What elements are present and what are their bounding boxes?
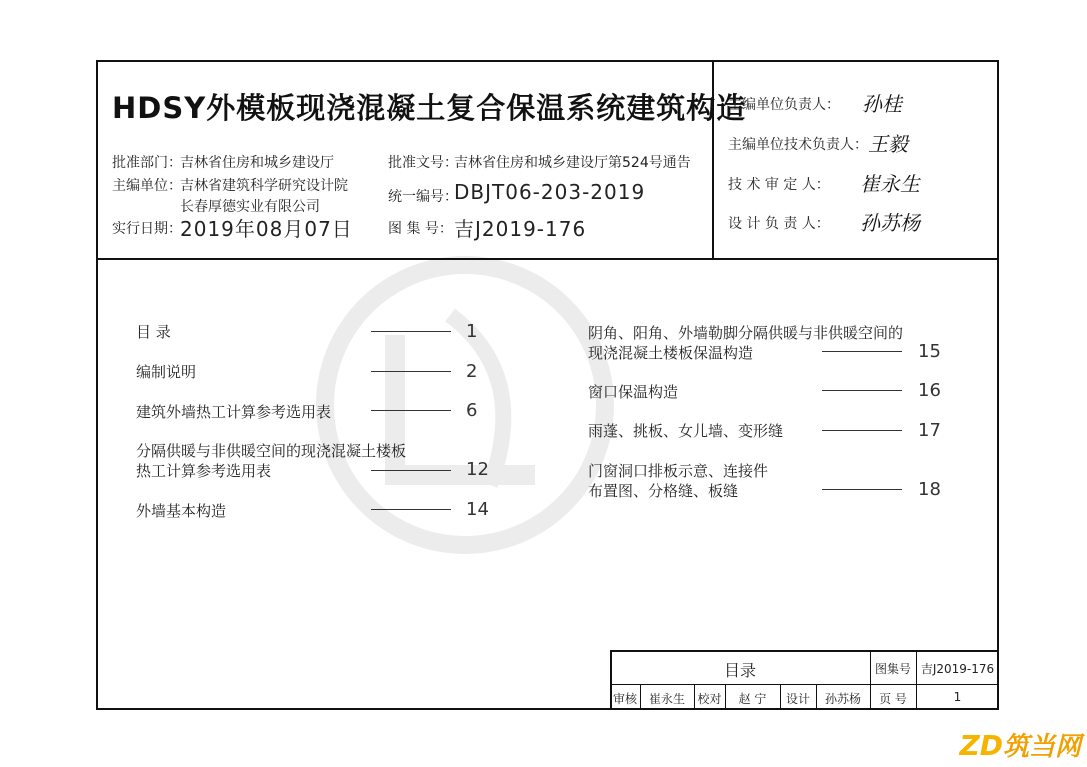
toc-leader-line [822,430,902,431]
tb-check-name: 赵 宁 [738,692,767,706]
tb-atlas-value: 吉J2019-176 [920,662,995,676]
design-lead-signature: 孙苏杨 [860,211,920,235]
technical-chief-label: 主编单位技术负责人： [728,137,868,153]
effective-date-label: 实行日期： [112,221,182,237]
toc-entry-page: 15 [918,341,941,362]
toc-leader-line [371,410,451,411]
approval-dept-label: 批准部门： [112,155,182,171]
technical-chief-signature: 王毅 [868,132,908,156]
toc-entry-title-cont[interactable]: 热工计算参考选用表 [136,462,272,480]
toc-entry-title[interactable]: 编制说明 [136,363,197,381]
atlas-number-value: 吉J2019-176 [454,217,587,241]
toc-entry-title-cont[interactable]: 布置图、分格缝、板缝 [588,482,739,500]
toc-entry-title[interactable]: 目 录 [136,323,171,341]
toc-entry-page: 14 [466,499,489,520]
toc-leader-line [822,351,902,352]
toc-entry-title[interactable]: 雨蓬、挑板、女儿墙、变形缝 [588,422,784,440]
atlas-number-label: 图 集 号： [388,221,453,237]
editor-unit-label: 主编单位： [112,178,182,194]
tb-page-label: 页 号 [879,692,907,706]
unified-code-label: 统一编号： [388,189,458,205]
toc-leader-line [371,331,451,332]
tb-review-label: 审核 [612,692,637,706]
tb-design-name: 孙苏杨 [824,692,861,706]
toc-leader-line [371,509,451,510]
toc-leader-line [822,489,902,490]
approval-doc-value: 吉林省住房和城乡建设厅第524号通告 [454,155,691,171]
site-logo-watermark: ZD筑当网 [959,729,1081,762]
toc-entry-page: 1 [466,321,478,342]
toc-leader-line [371,371,451,372]
toc-entry-title[interactable]: 建筑外墙热工计算参考选用表 [136,403,332,421]
background-watermark-graphic [300,255,630,555]
toc-entry-title-cont[interactable]: 现浇混凝土楼板保温构造 [588,344,754,362]
tb-review-name: 崔永生 [648,692,685,706]
toc-entry-title[interactable]: 阴角、阳角、外墙勒脚分隔供暖与非供暖空间的 [588,324,904,342]
toc-entry-page: 16 [918,380,941,401]
design-lead-label: 设 计 负 责 人： [728,216,830,232]
toc-entry-page: 12 [466,459,489,480]
atlas-title: HDSY外模板现浇混凝土复合保温系统建筑构造 [112,91,747,125]
chief-editor-label: 主编单位负责人： [728,97,840,113]
toc-entry-title[interactable]: 窗口保温构造 [588,383,679,401]
sheet-name: 目录 [723,661,756,680]
toc-leader-line [822,390,902,391]
editor-unit-value-2: 长春厚德实业有限公司 [180,199,320,215]
tb-design-label: 设计 [785,692,810,706]
technical-reviewer-label: 技 术 审 定 人： [728,177,830,193]
technical-reviewer-signature: 崔永生 [860,172,920,196]
toc-entry-page: 2 [466,361,478,382]
toc-entry-title[interactable]: 门窗洞口排板示意、连接件 [588,462,769,480]
tb-page-value: 1 [953,690,962,704]
approval-doc-label: 批准文号： [388,155,458,171]
toc-entry-page: 18 [918,479,941,500]
toc-leader-line [371,470,451,471]
unified-code-value: DBJT06-203-2019 [454,180,646,204]
effective-date-value: 2019年08月07日 [180,217,353,241]
toc-entry-title[interactable]: 外墙基本构造 [136,502,227,520]
tb-check-label: 校对 [697,692,722,706]
title-block [610,650,999,710]
editor-unit-value-1: 吉林省建筑科学研究设计院 [180,178,348,194]
toc-entry-title[interactable]: 分隔供暖与非供暖空间的现浇混凝土楼板 [136,442,407,460]
chief-editor-signature: 孙桂 [862,92,902,116]
tb-atlas-label: 图集号 [874,662,911,676]
toc-entry-page: 17 [918,420,941,441]
toc-entry-page: 6 [466,400,478,421]
approval-dept-value: 吉林省住房和城乡建设厅 [180,155,334,171]
